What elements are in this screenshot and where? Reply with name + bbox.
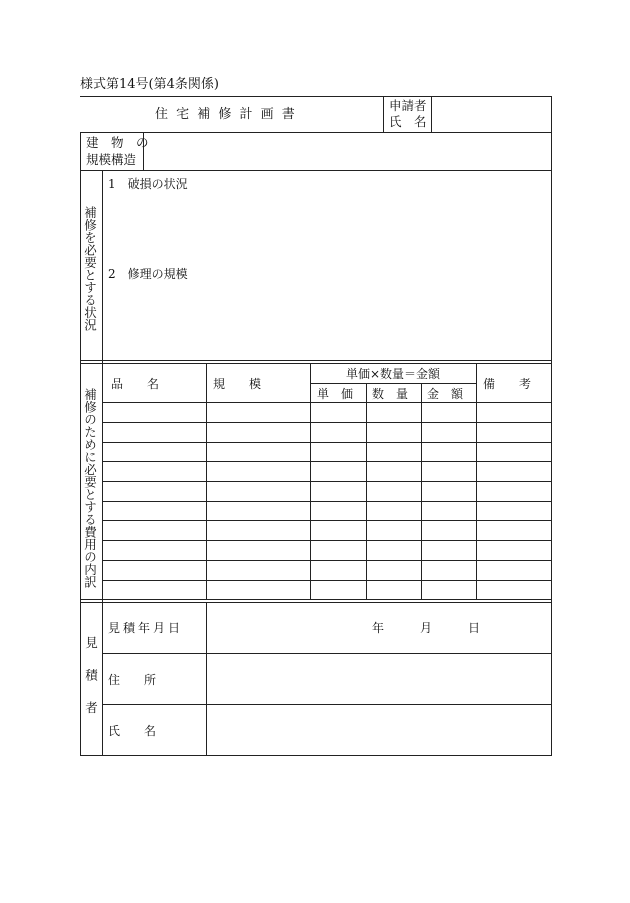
damage-status-field[interactable] [104, 195, 550, 260]
address-label: 住 所 [108, 673, 157, 687]
table-row[interactable] [103, 462, 551, 481]
repair-scale-field[interactable] [104, 285, 550, 357]
name-label: 氏 名 [108, 724, 157, 738]
amount-header: 金 額 [427, 387, 464, 401]
address-field[interactable] [207, 654, 550, 703]
table-row[interactable] [103, 561, 551, 580]
applicant-name-field[interactable] [432, 97, 550, 132]
remarks-header: 備 考 [483, 377, 532, 391]
unit-price-header: 単 価 [317, 387, 354, 401]
table-row[interactable] [103, 521, 551, 540]
item-name-header: 品 名 [111, 377, 160, 391]
table-row[interactable] [103, 541, 551, 560]
condition-side-label: 補修を必要とする状況 [82, 206, 98, 331]
estimate-date-value[interactable]: 年 月 日 [372, 621, 481, 635]
building-label-structure: 規模構造 [86, 152, 137, 167]
damage-status-label: 1 破損の状況 [108, 177, 188, 191]
building-label: 建 物 の [86, 135, 149, 150]
table-row[interactable] [103, 423, 551, 442]
table-row[interactable] [103, 443, 551, 461]
cost-side-label: 補修のために必要とする費用の内訳 [82, 388, 98, 588]
document-title: 住 宅 補 修 計 画 書 [155, 107, 297, 122]
calc-header: 単価×数量＝金額 [346, 367, 441, 381]
form-number: 様式第14号(第4条関係) [80, 77, 219, 92]
applicant-label-name: 氏 名 [389, 114, 427, 129]
table-row[interactable] [103, 502, 551, 520]
estimate-date-label: 見積年月日 [108, 621, 184, 635]
applicant-label: 申請者 [389, 98, 427, 113]
table-row[interactable] [103, 581, 551, 599]
table-row[interactable] [103, 482, 551, 501]
table-row[interactable] [103, 403, 551, 422]
estimator-side-label: 見積者 [83, 636, 99, 734]
building-structure-field[interactable] [144, 133, 550, 169]
repair-scale-label: 2 修理の規模 [108, 267, 188, 281]
quantity-header: 数 量 [372, 387, 409, 401]
scale-header: 規 模 [213, 377, 262, 391]
name-field[interactable] [207, 705, 550, 754]
